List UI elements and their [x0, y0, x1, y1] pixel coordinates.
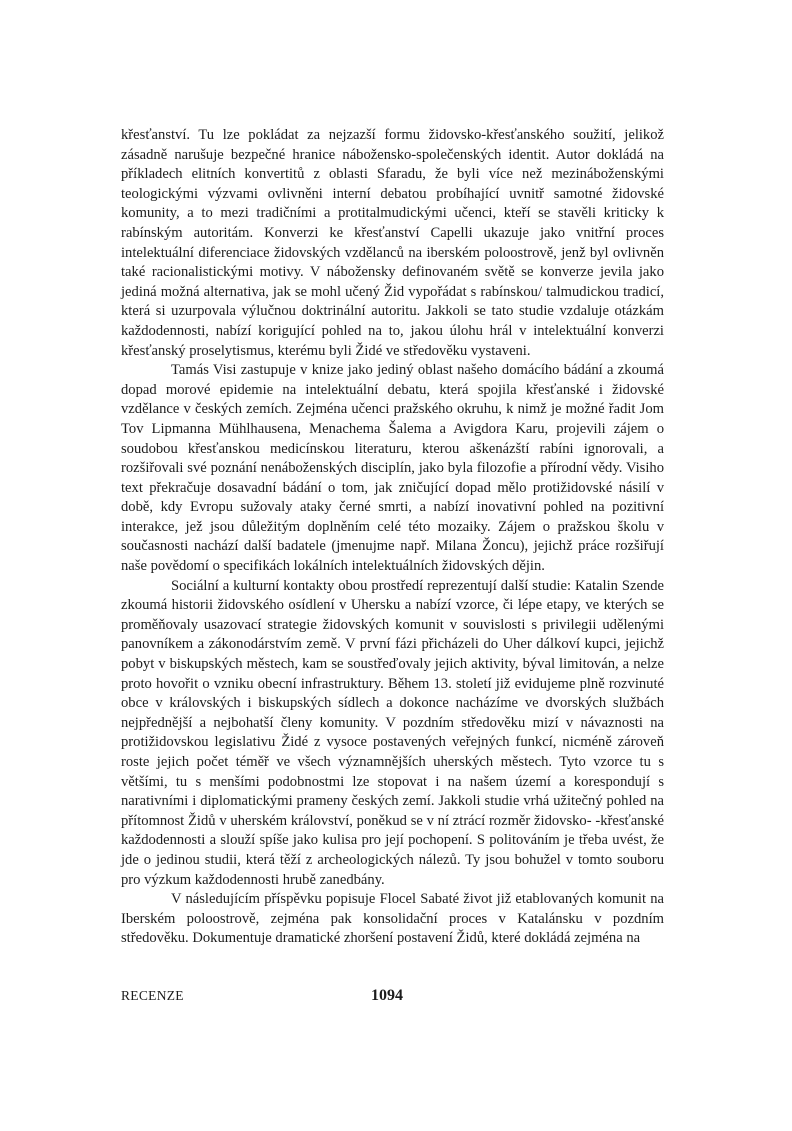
paragraph: Tamás Visi zastupuje v knize jako jediný oblast našeho domácího bádání a zkoumá dopad morové epidemie na intelektuální debatu, která spojila křesťanské i židovské vzdělance v českých zemích. Zejména učenci pražského okruhu, k nimž je možné řadit Jom Tov Lipmanna Mühlhausena, Menachema Šalema a Avigdora Karu, projevili zájem o soudobou křesťanskou medicínskou literaturu, kterou aškenázští rabíni ignorovali, a rozšiřovali své poznání nenáboženských disciplín, jako byla filozofie a přírodní vědy. Visiho text překračuje dosavadní bádání o tom, jak zničující dopad mělo protižidovské násilí v době, kdy Evropu sužovaly ataky černé smrti, a nabízí inovativní pohled na pozitivní interakce, jež jsou důležitým doplněním celé této mozaiky. Zájem o pražskou školu v současnosti nachází další badatele (jmenujme např. Milana Žoncu), jejichž práce rozšiřují naše povědomí o specifikách lokálních intelektuálních židovských dějin. [121, 362, 664, 575]
paragraph: křesťanství. Tu lze pokládat za nejzazší formu židovsko-křesťanského soužití, jelikož zásadně narušuje bezpečné hranice nábožensko-společenských identit. Autor dokládá na příkladech elitních konvertitů z oblasti Sfaradu, že byli více než mezináboženskými teologickými výzvami ovlivněni interní debatou probíhající uvnitř samotné židovské komunity, a to mezi tradičními a protitalmudickými učenci, kteří se stavěli kriticky k rabínským autoritám. Konverzi ke křesťanství Capelli ukazuje jako vnitřní proces intelektuální diferenciace židovských vzdělanců na iberském poloostrově, jenž byl ovlivněn také racionalistickými motivy. V nábožensky definovaném světě se konverze jevila jako jediná možná alternativa, jak se mohl učený Žid vypořádat s rabínskou/ talmudickou tradicí, která si uzurpovala výlučnou doktrinální autoritu. Jakkoli se tato studie vzdaluje otázkám každodennosti, nabízí korigující pohled na to, jakou úlohu hrál v intelektuální konverzi křesťanský proselytismus, kterému byli Židé ve středověku vystaveni. [121, 127, 664, 359]
page-footer [121, 988, 664, 1012]
body-text [121, 126, 664, 949]
paragraph: V následujícím příspěvku popisuje Flocel Sabaté život již etablovaných komunit na Iberském poloostrově, zejména pak konsolidační proces v Katalánsku v pozdním středověku. Dokumentuje dramatické zhoršení postavení Židů, které dokládá zejména na [121, 891, 664, 947]
running-head: RECENZE [121, 988, 184, 1003]
paragraph: Sociální a kulturní kontakty obou prostředí reprezentují další studie: Katalin Szende zkoumá historii židovského osídlení v Uhersku a nabízí vzorce, či lépe etapy, ve kterých se proměňovaly usazovací strategie židovských komunit v souvislosti s privilegii udělenými panovníkem a zákonodárstvím země. V první fázi přicházeli do Uher dálkoví kupci, jejichž pobyt v biskupských městech, kam se soustřeďovaly jejich aktivity, býval limitován, a nelze proto hovořit o vzniku obecní infrastruktury. Během 13. století již evidujeme plně rozvinuté obce v královských i biskupských sídlech a dokonce nacházíme ve dvorských službách nejpřednější a nejbohatší členy komunity. V pozdním středověku mizí v návaznosti na protižidovskou legislativu Židé z vysoce postavených veřejných funkcí, nicméně zároveň roste jejich počet téměř ve všech významnějších uherských městech. Tyto vzorce tu s většími, tu s menšími podobnostmi lze stopovat i na našem území a korespondují s narativními i diplomatickými prameny českých zemí. Jakkoli studie vrhá užitečný pohled na přítomnost Židů v uherském království, poněkud se v ní ztrácí rozměr židovsko- -křesťanské každodennosti a slouží spíše jako kulisa pro její pochopení. S politováním je třeba uvést, že jde o jedinou studii, která těží z archeologických nálezů. Ty jsou bohužel v tomto souboru pro výzkum každodennosti hrubě zanedbány. [121, 577, 664, 888]
page-number: 1094 [371, 987, 403, 1004]
